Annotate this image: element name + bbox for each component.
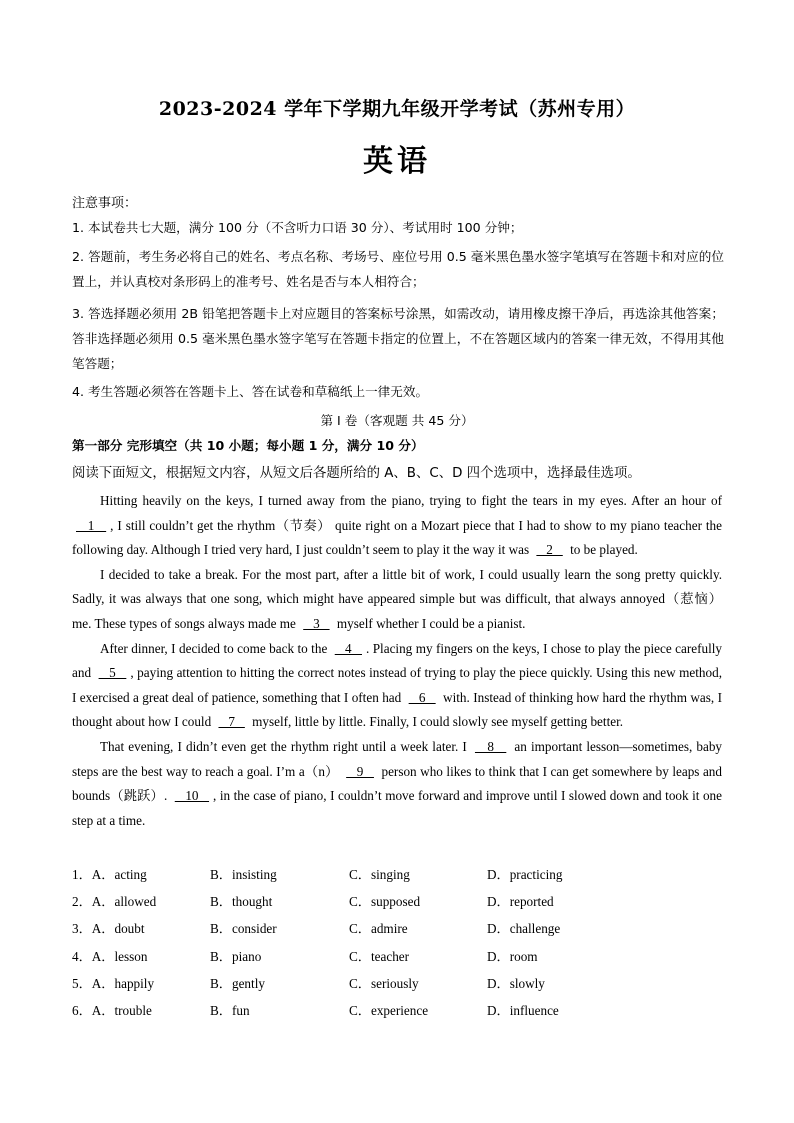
option-c: C．admire (349, 921, 408, 937)
passage-text: person who likes to think that I can get somewhere by leaps and bounds（跳跃）. (72, 763, 722, 804)
option-a: 1．A．acting (72, 867, 147, 882)
passage-text: , I still couldn’t get the rhythm（节奏） quite right on a Mozart piece that I had to show to my piano teacher the following day. Although I tried very hard, I just couldn’t seem to play it the way it was (72, 517, 723, 558)
notice-item-2: 2. 答题前，考生务必将自己的姓名、考点名称、考场号、座位号用 0.5 毫米黑色墨水签字笔填写在答题卡和对应的位置上，并认真校对条形码上的准考号、姓名是否与本人相符合； (72, 249, 724, 289)
paragraph-2 (72, 563, 722, 637)
option-c: C．supposed (349, 894, 421, 910)
blank-1: 1 (76, 517, 107, 533)
option-a: 2．A．allowed (72, 894, 157, 910)
option-a: 6．A．trouble (72, 1002, 152, 1018)
option-a: 4．A．lesson (72, 948, 148, 964)
answer-options (72, 864, 722, 1027)
option-c: C．singing (349, 867, 410, 882)
notice-item-4: 4. 考生答题必须答在答题卡上、答在试卷和草稿纸上一律无效。 (72, 384, 429, 399)
cloze-passage (72, 489, 722, 833)
passage-text: Hitting heavily on the keys, I turned away from the piano, trying to fight the tears in my eyes. After an hour of (100, 493, 722, 508)
passage-text: , in the case of piano, I couldn’t move forward and improve until I slowed down and took it one step at a time. (72, 788, 722, 828)
question-row-1 (72, 864, 722, 891)
question-number: 5． (72, 975, 92, 991)
passage-text: , paying attention to hitting the correct notes instead of trying to play the piece quickly. Using this new method, I exercised a great deal of patience, something that I often had (72, 665, 723, 705)
blank-10: 10 (174, 788, 210, 804)
blank-3: 3 (303, 615, 330, 631)
question-number: 6． (72, 1002, 92, 1018)
passage-text: to be played. (566, 542, 638, 558)
option-b: B．thought (210, 894, 273, 910)
passage-text: with. Instead of thinking how hard the rhythm was, I thought about how I could (72, 689, 722, 730)
blank-9: 9 (346, 763, 374, 779)
part-title: 第一部分 完形填空（共 10 小题；每小题 1 分，满分 10 分） (72, 438, 424, 453)
question-row-2 (72, 891, 722, 918)
question-row-5 (72, 973, 722, 1000)
paragraph-3 (72, 637, 722, 735)
question-number: 2． (72, 894, 92, 910)
option-a: 5．A．happily (72, 975, 155, 991)
blank-4: 4 (334, 640, 362, 656)
blank-2: 2 (536, 542, 563, 558)
blank-5: 5 (98, 665, 127, 681)
question-row-3 (72, 918, 722, 945)
option-c: C．teacher (349, 948, 410, 964)
blank-8: 8 (474, 738, 507, 754)
option-a: 3．A．doubt (72, 921, 145, 937)
option-d: D．slowly (487, 975, 545, 991)
option-d: D．influence (487, 1002, 559, 1018)
option-d: D．room (487, 948, 538, 964)
option-c: C．experience (349, 1002, 429, 1018)
notice-item-3: 3. 答选择题必须用 2B 铅笔把答题卡上对应题目的答案标号涂黑，如需改动，请用橡皮擦干净后，再选涂其他答案；答非选择题必须用 0.5 毫米黑色墨水签字笔写在答题卡指定的位置上，不在答题区域内的答案一律无效，不得用其他笔答题； (72, 306, 724, 371)
notice-item-1: 1. 本试卷共七大题，满分 100 分（不含听力口语 30 分）、考试用时 100 分钟； (72, 220, 523, 235)
question-row-6 (72, 1000, 722, 1027)
option-d: D．practicing (487, 867, 563, 882)
blank-7: 7 (218, 714, 245, 730)
passage-text: I decided to take a break. For the most part, after a little bit of work, I could usually learn the song pretty quickly. Sadly, it was always that one song, which might have appeared simple but was difficult, that always annoyed（惹恼） me. These types of songs always made me (72, 566, 722, 631)
passage-text: myself, little by little. Finally, I could slowly see myself getting better. (248, 714, 624, 730)
option-b: B．gently (210, 975, 265, 991)
exam-title: 2023-2024 学年下学期九年级开学考试（苏州专用） (158, 98, 636, 120)
instruction: 阅读下面短文，根据短文内容，从短文后各题所给的 A、B、C、D 四个选项中，选择最佳选项。 (72, 466, 641, 481)
option-b: B．fun (210, 1002, 250, 1018)
option-d: D．challenge (487, 921, 561, 937)
option-b: B．piano (210, 948, 262, 964)
option-d: D．reported (487, 894, 554, 910)
question-row-4 (72, 946, 722, 973)
question-number: 3． (72, 921, 92, 937)
blank-6: 6 (408, 689, 436, 705)
option-c: C．seriously (349, 975, 419, 991)
passage-text: After dinner, I decided to come back to the (100, 640, 331, 656)
option-b: B．insisting (210, 867, 277, 882)
question-number: 1． (72, 867, 92, 882)
question-number: 4． (72, 948, 92, 964)
passage-text: That evening, I didn’t even get the rhythm right until a week later. I (100, 738, 471, 754)
paragraph-1 (72, 489, 722, 563)
paragraph-4 (72, 735, 722, 833)
section-title: 第 I 卷（客观题 共 45 分） (320, 413, 474, 428)
passage-text: an important lesson—sometimes, baby steps are the best way to reach a goal. I’m a（n） (72, 738, 723, 779)
option-b: B．consider (210, 921, 277, 937)
passage-text: myself whether I could be a pianist. (333, 615, 526, 631)
passage-text: . Placing my fingers on the keys, I chose to play the piece carefully and (72, 640, 722, 681)
subject-title: 英语 (363, 144, 431, 179)
notice-heading: 注意事项： (72, 196, 138, 211)
